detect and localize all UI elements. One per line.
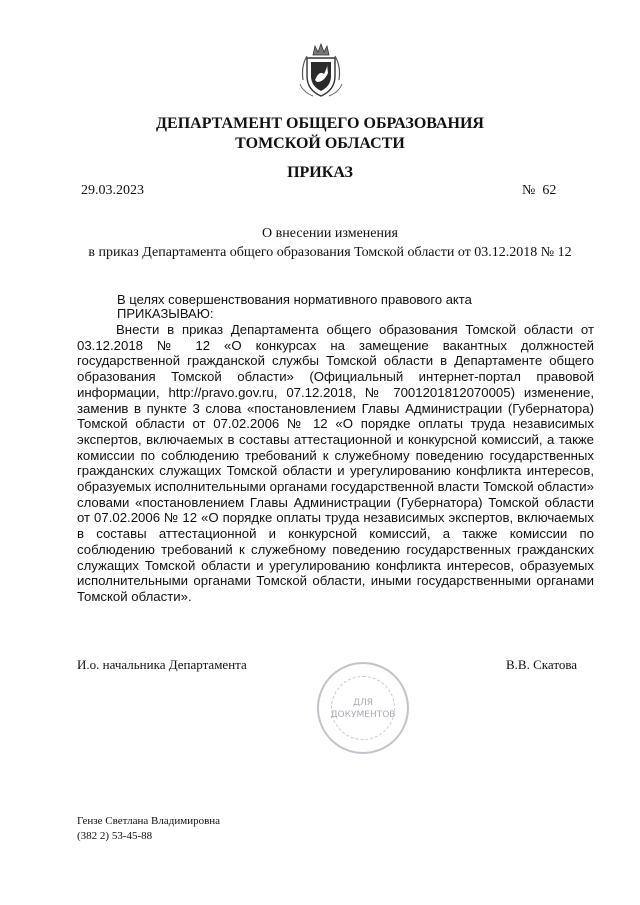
stamp-inner-ring: [331, 676, 395, 740]
stamp-text-line1: ДЛЯ: [352, 698, 374, 708]
subject-line2: в приказ Департамента общего образования Томской области от 03.12.2018 № 12: [88, 245, 572, 260]
document-number: № 62: [522, 183, 557, 198]
preamble-text: В целях совершенствования нормативного правового акта: [117, 292, 472, 307]
signer-name: В.В. Скатова: [506, 657, 578, 672]
department-name-line1: ДЕПАРТАМЕНТ ОБЩЕГО ОБРАЗОВАНИЯ: [156, 115, 484, 132]
order-body-paragraph: Внести в приказ Департамента общего образования Томской области от 03.12.2018 № 12 «О конкурсах на замещение вакантных должностей государственной гражданской службы Томской области в Департаменте общего образования Томской области» (Официальный интернет-портал правовой информации, http://pravo.gov.ru, 07.12.2018, № 7001201812070005) изменение, заменив в пункте 3 слова «постановлением Главы Администрации (Губернатора) Томской области от 07.02.2006 № 12 «О порядке оплаты труда независимых экспертов, включаемых в составы аттестационной и конкурсной комиссий, а также комиссии по соблюдению требований к служебному поведению государственных гражданских служащих Томской области и урегулированию конфликта интересов, образуемых исполнительными органами государственной власти Томской области» словами «постановлением Главы Администрации (Губернатора) Томской области от 07.02.2006 № 12 «О порядке оплаты труда независимых экспертов, включаемых в составы аттестационной и конкурсной комиссий, а также комиссии по соблюдению требований к служебному поведению государственных гражданских служащих Томской области и урегулированию конфликта интересов, образуемых исполнительными органами Томской области, иными государственными органами Томской области».: [77, 322, 594, 604]
order-word: ПРИКАЗЫВАЮ:: [117, 306, 214, 321]
department-name-line2: ТОМСКОЙ ОБЛАСТИ: [235, 135, 405, 152]
document-date: 29.03.2023: [81, 183, 144, 198]
document-stamp: [317, 662, 409, 754]
tomsk-region-coat-of-arms-icon: [297, 40, 345, 100]
executor-name: Гензе Светлана Владимировна: [77, 815, 221, 827]
signer-title: И.о. начальника Департамента: [77, 657, 247, 672]
subject-line1: О внесении изменения: [262, 226, 398, 241]
document-type-title: ПРИКАЗ: [287, 164, 353, 181]
stamp-text-line2: ДОКУМЕНТОВ: [330, 710, 396, 720]
executor-phone: (382 2) 53-45-88: [77, 830, 153, 842]
